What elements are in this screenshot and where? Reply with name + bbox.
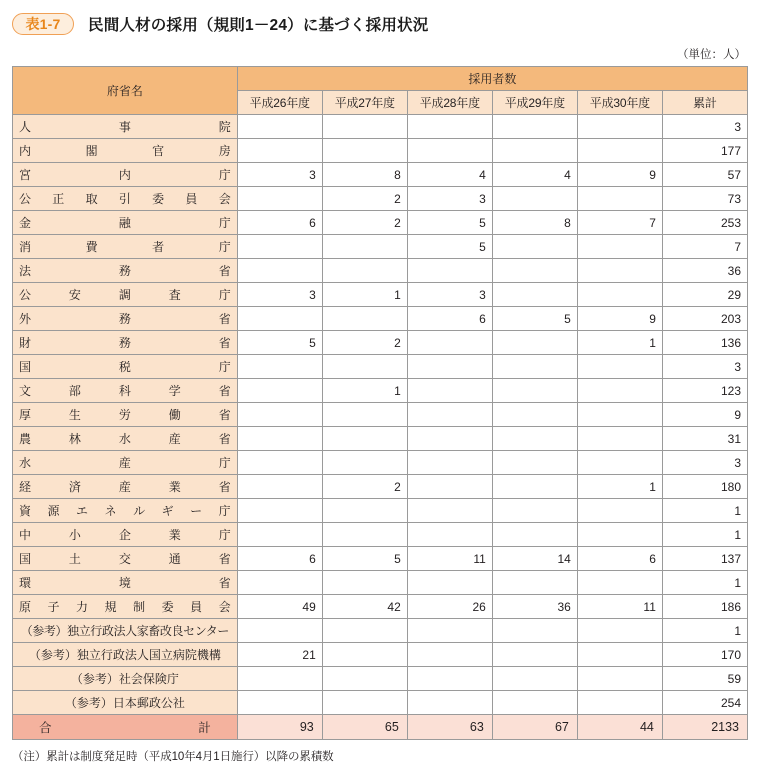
year-value-cell: 4 [407,163,492,187]
year-value-cell: 5 [407,211,492,235]
year-value-cell [407,115,492,139]
year-value-cell [492,691,577,715]
year-value-cell [492,643,577,667]
year-value-cell [577,619,662,643]
year-value-cell [237,235,322,259]
year-value-cell: 6 [577,547,662,571]
cumulative-value-cell: 136 [662,331,747,355]
year-value-cell [492,331,577,355]
agency-name-cell [13,139,238,163]
agency-name-label: 経 済 産 業 省 [19,480,231,494]
agency-name-label: （参考）独立行政法人国立病院機構 [28,648,221,662]
year-value-cell [492,235,577,259]
year-value-cell [407,475,492,499]
year-value-cell [407,355,492,379]
year-value-cell [492,355,577,379]
year-value-cell [577,451,662,475]
year-value-cell [577,427,662,451]
table-row [13,307,748,331]
year-value-cell [492,475,577,499]
year-value-cell [492,259,577,283]
year-value-cell [237,307,322,331]
table-row [13,211,748,235]
header-row-group [13,67,748,91]
year-value-cell [577,643,662,667]
cumulative-value-cell: 186 [662,595,747,619]
year-value-cell [577,691,662,715]
table-row [13,595,748,619]
cumulative-value-cell: 29 [662,283,747,307]
year-value-cell [407,643,492,667]
year-value-cell [237,691,322,715]
table-row [13,331,748,355]
cumulative-value-cell: 73 [662,187,747,211]
year-value-cell: 49 [237,595,322,619]
cumulative-value-cell: 59 [662,667,747,691]
total-cumulative-cell: 2133 [662,715,747,740]
table-number-badge: 表1-7 [12,13,74,35]
year-value-cell [577,499,662,523]
year-value-cell [492,283,577,307]
agency-name-label: 中 小 企 業 庁 [19,528,231,542]
table-row [13,451,748,475]
year-value-cell [237,187,322,211]
year-value-cell [237,259,322,283]
year-value-cell [322,691,407,715]
year-value-cell [492,451,577,475]
agency-name-label: 消 費 者 庁 [19,240,231,254]
year-value-cell: 5 [322,547,407,571]
agency-name-label: （参考）日本郵政公社 [64,696,185,710]
agency-name-cell [13,331,238,355]
agency-name-label: 法 務 省 [19,264,231,278]
agency-name-cell [13,427,238,451]
table-row [13,259,748,283]
year-value-cell: 3 [407,283,492,307]
total-row [13,715,748,740]
year-value-cell [577,139,662,163]
table-row [13,139,748,163]
year-value-cell [577,187,662,211]
footnote: （注）累計は制度発足時（平成10年4月1日施行）以降の累積数 [12,751,334,763]
year-value-cell [407,571,492,595]
table-row [13,691,748,715]
year-value-cell [407,523,492,547]
year-value-cell [492,571,577,595]
year-value-cell [407,619,492,643]
cumulative-value-cell: 177 [662,139,747,163]
agency-name-cell [13,571,238,595]
cumulative-value-cell: 1 [662,499,747,523]
total-year-cell: 63 [407,715,492,740]
year-value-cell: 2 [322,331,407,355]
year-value-cell: 26 [407,595,492,619]
year-value-cell [322,499,407,523]
year-value-cell [322,619,407,643]
year-value-cell: 14 [492,547,577,571]
year-value-cell [322,235,407,259]
cumulative-value-cell: 203 [662,307,747,331]
year-value-cell [237,523,322,547]
agency-name-label: 厚 生 労 働 省 [19,408,231,422]
year-value-cell: 11 [577,595,662,619]
cumulative-value-cell: 170 [662,643,747,667]
agency-name-cell [13,403,238,427]
agency-name-label: 環 境 省 [19,576,231,590]
year-value-cell [492,379,577,403]
year-value-cell [322,451,407,475]
year-value-cell [322,643,407,667]
year-value-cell [237,499,322,523]
year-value-cell: 7 [577,211,662,235]
year-value-cell [492,139,577,163]
year-value-cell [407,691,492,715]
year-value-cell: 3 [237,283,322,307]
year-value-cell: 1 [577,331,662,355]
table-row [13,163,748,187]
agency-name-cell [13,355,238,379]
year-value-cell: 5 [237,331,322,355]
cumulative-value-cell: 1 [662,523,747,547]
table-row [13,379,748,403]
agency-name-cell [13,259,238,283]
table-row [13,187,748,211]
year-value-cell: 42 [322,595,407,619]
agency-name-label: （参考）独立行政法人家畜改良センター [20,624,230,638]
year-value-cell [407,139,492,163]
year-value-cell [237,475,322,499]
agency-name-cell [13,643,238,667]
year-value-cell [237,667,322,691]
cumulative-value-cell: 36 [662,259,747,283]
agency-name-label: 公 安 調 査 庁 [19,288,231,302]
header-year-6: 累計 [662,91,747,115]
agency-name-cell [13,475,238,499]
table-row [13,571,748,595]
table-row [13,427,748,451]
year-value-cell [407,331,492,355]
year-value-cell: 6 [237,211,322,235]
table-row [13,643,748,667]
year-value-cell: 21 [237,643,322,667]
agency-name-label: 外 務 省 [19,312,231,326]
table-head [13,67,748,115]
table-row [13,235,748,259]
year-value-cell: 2 [322,187,407,211]
year-value-cell [577,379,662,403]
year-value-cell [407,451,492,475]
total-label: 合 計 [39,721,211,735]
table-body [13,115,748,740]
total-year-cell: 65 [322,715,407,740]
year-value-cell [407,427,492,451]
year-value-cell [492,427,577,451]
agency-name-label: 文 部 科 学 省 [19,384,231,398]
year-value-cell: 2 [322,475,407,499]
agency-name-cell [13,379,238,403]
year-value-cell [407,379,492,403]
agency-name-cell [13,211,238,235]
agency-name-cell [13,619,238,643]
year-value-cell: 8 [322,163,407,187]
year-value-cell [237,427,322,451]
year-value-cell [407,259,492,283]
year-value-cell: 3 [237,163,322,187]
cumulative-value-cell: 3 [662,355,747,379]
year-value-cell: 9 [577,163,662,187]
agency-name-label: 原 子 力 規 制 委 員 会 [19,600,231,614]
table-row [13,355,748,379]
table-row [13,403,748,427]
agency-name-cell [13,235,238,259]
year-value-cell [492,499,577,523]
year-value-cell: 6 [407,307,492,331]
agency-name-label: 金 融 庁 [19,216,231,230]
cumulative-value-cell: 57 [662,163,747,187]
year-value-cell [322,307,407,331]
year-value-cell [492,187,577,211]
agency-name-cell [13,499,238,523]
year-value-cell [577,115,662,139]
year-value-cell [322,115,407,139]
total-year-cell: 67 [492,715,577,740]
year-value-cell [407,499,492,523]
agency-name-cell [13,595,238,619]
agency-name-label: 水 産 庁 [19,456,231,470]
cumulative-value-cell: 253 [662,211,747,235]
header-year-3: 平成28年度 [407,91,492,115]
agency-name-cell [13,451,238,475]
header-year-4: 平成29年度 [492,91,577,115]
year-value-cell [322,667,407,691]
table-row [13,115,748,139]
year-value-cell [492,115,577,139]
agency-name-label: 国 土 交 通 省 [19,552,231,566]
year-value-cell [322,355,407,379]
year-value-cell: 1 [577,475,662,499]
unit-note: （単位：人） [677,49,746,61]
agency-name-label: 資 源 エ ネ ル ギ ー 庁 [19,504,231,518]
year-value-cell [577,355,662,379]
year-value-cell [237,451,322,475]
year-value-cell [237,571,322,595]
table-row [13,499,748,523]
year-value-cell [492,523,577,547]
year-value-cell [322,139,407,163]
cumulative-value-cell: 1 [662,619,747,643]
table-row [13,523,748,547]
header-year-1: 平成26年度 [237,91,322,115]
agency-name-cell [13,163,238,187]
year-value-cell [407,403,492,427]
table-row [13,283,748,307]
year-value-cell [492,403,577,427]
agency-name-label: 国 税 庁 [19,360,231,374]
cumulative-value-cell: 7 [662,235,747,259]
year-value-cell [577,667,662,691]
total-label-cell [13,715,238,740]
agency-name-label: 公 正 取 引 委 員 会 [19,192,231,206]
table-row [13,619,748,643]
year-value-cell: 6 [237,547,322,571]
year-value-cell [492,667,577,691]
year-value-cell [322,259,407,283]
year-value-cell [322,523,407,547]
year-value-cell: 1 [322,379,407,403]
year-value-cell: 5 [407,235,492,259]
agency-name-label: 財 務 省 [19,336,231,350]
cumulative-value-cell: 254 [662,691,747,715]
agency-name-cell [13,115,238,139]
title-row [12,0,748,42]
agency-name-cell [13,667,238,691]
agency-name-label: 農 林 水 産 省 [19,432,231,446]
year-value-cell [407,667,492,691]
cumulative-value-cell: 137 [662,547,747,571]
agency-name-cell [13,283,238,307]
header-year-2: 平成27年度 [322,91,407,115]
year-value-cell [577,523,662,547]
year-value-cell: 5 [492,307,577,331]
table-row [13,547,748,571]
year-value-cell [322,403,407,427]
year-value-cell [577,235,662,259]
cumulative-value-cell: 123 [662,379,747,403]
cumulative-value-cell: 3 [662,115,747,139]
agency-name-label: 宮 内 庁 [19,168,231,182]
cumulative-value-cell: 9 [662,403,747,427]
year-value-cell [577,259,662,283]
year-value-cell: 8 [492,211,577,235]
year-value-cell [322,427,407,451]
cumulative-value-cell: 180 [662,475,747,499]
year-value-cell [237,379,322,403]
year-value-cell [322,571,407,595]
year-value-cell [237,619,322,643]
agency-name-label: 人 事 院 [19,120,231,134]
year-value-cell [237,403,322,427]
agency-name-cell [13,523,238,547]
cumulative-value-cell: 3 [662,451,747,475]
cumulative-value-cell: 1 [662,571,747,595]
year-value-cell: 4 [492,163,577,187]
total-year-cell: 93 [237,715,322,740]
agency-name-cell [13,307,238,331]
year-value-cell [577,571,662,595]
year-value-cell: 11 [407,547,492,571]
year-value-cell [577,403,662,427]
year-value-cell: 36 [492,595,577,619]
header-group-hires: 採用者数 [237,67,747,91]
year-value-cell [577,283,662,307]
year-value-cell [237,139,322,163]
header-name-column: 府省名 [13,67,238,115]
recruitment-table [12,66,748,740]
year-value-cell: 3 [407,187,492,211]
year-value-cell: 2 [322,211,407,235]
agency-name-cell [13,187,238,211]
header-year-5: 平成30年度 [577,91,662,115]
agency-name-label: （参考）社会保険庁 [70,672,179,686]
agency-name-cell [13,547,238,571]
year-value-cell: 1 [322,283,407,307]
year-value-cell [492,619,577,643]
page-title: 民間人材の採用（規則1－24）に基づく採用状況 [88,17,429,34]
table-row [13,475,748,499]
year-value-cell [237,115,322,139]
year-value-cell: 9 [577,307,662,331]
cumulative-value-cell: 31 [662,427,747,451]
agency-name-label: 内 閣 官 房 [19,144,231,158]
year-value-cell [237,355,322,379]
agency-name-cell [13,691,238,715]
table-row [13,667,748,691]
total-year-cell: 44 [577,715,662,740]
